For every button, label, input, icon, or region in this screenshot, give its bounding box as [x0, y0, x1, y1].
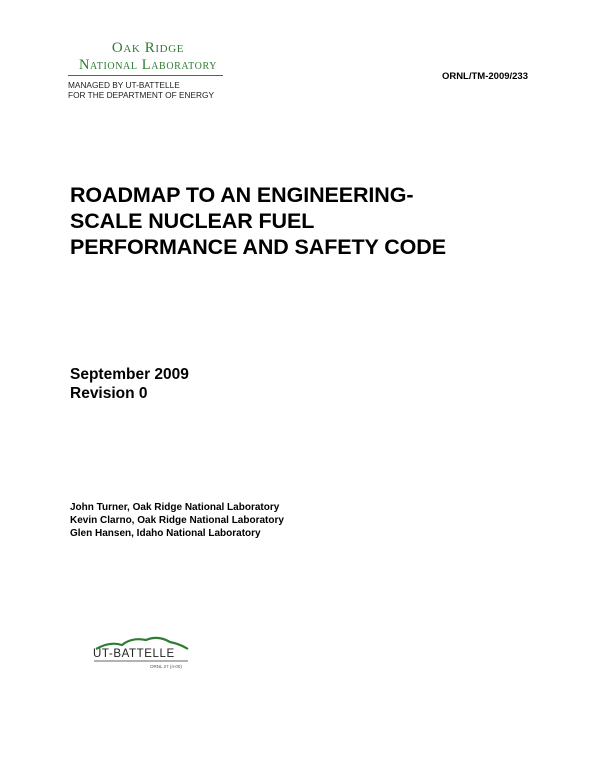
publication-date: September 2009 — [70, 366, 189, 383]
document-title — [70, 182, 540, 260]
title-line-2: SCALE NUCLEAR FUEL — [70, 209, 315, 233]
date-block — [70, 365, 189, 403]
title-line-1: ROADMAP TO AN ENGINEERING- — [70, 183, 414, 207]
ornl-logo — [68, 40, 228, 100]
managed-by-line: MANAGED BY UT-BATTELLE — [68, 80, 180, 90]
author-list — [70, 501, 284, 540]
author-item: John Turner, Oak Ridge National Laboratory — [70, 502, 280, 513]
report-number: ORNL/TM-2009/233 — [441, 71, 528, 82]
ut-battelle-wordmark: UT-BATTELLE — [93, 648, 175, 660]
logo-line-oak-ridge: Oak Ridge — [111, 40, 185, 56]
department-line: FOR THE DEPARTMENT OF ENERGY — [68, 90, 214, 100]
logo-divider — [68, 75, 223, 76]
author-item: Kevin Clarno, Oak Ridge National Laboratory — [70, 515, 284, 526]
author-item: Glen Hansen, Idaho National Laboratory — [70, 528, 261, 539]
form-number: ORNL 27 (4-00) — [150, 664, 182, 669]
logo-line-national-laboratory: National Laboratory — [78, 57, 218, 73]
title-line-3: PERFORMANCE AND SAFETY CODE — [70, 235, 446, 259]
revision-label: Revision 0 — [70, 385, 148, 402]
